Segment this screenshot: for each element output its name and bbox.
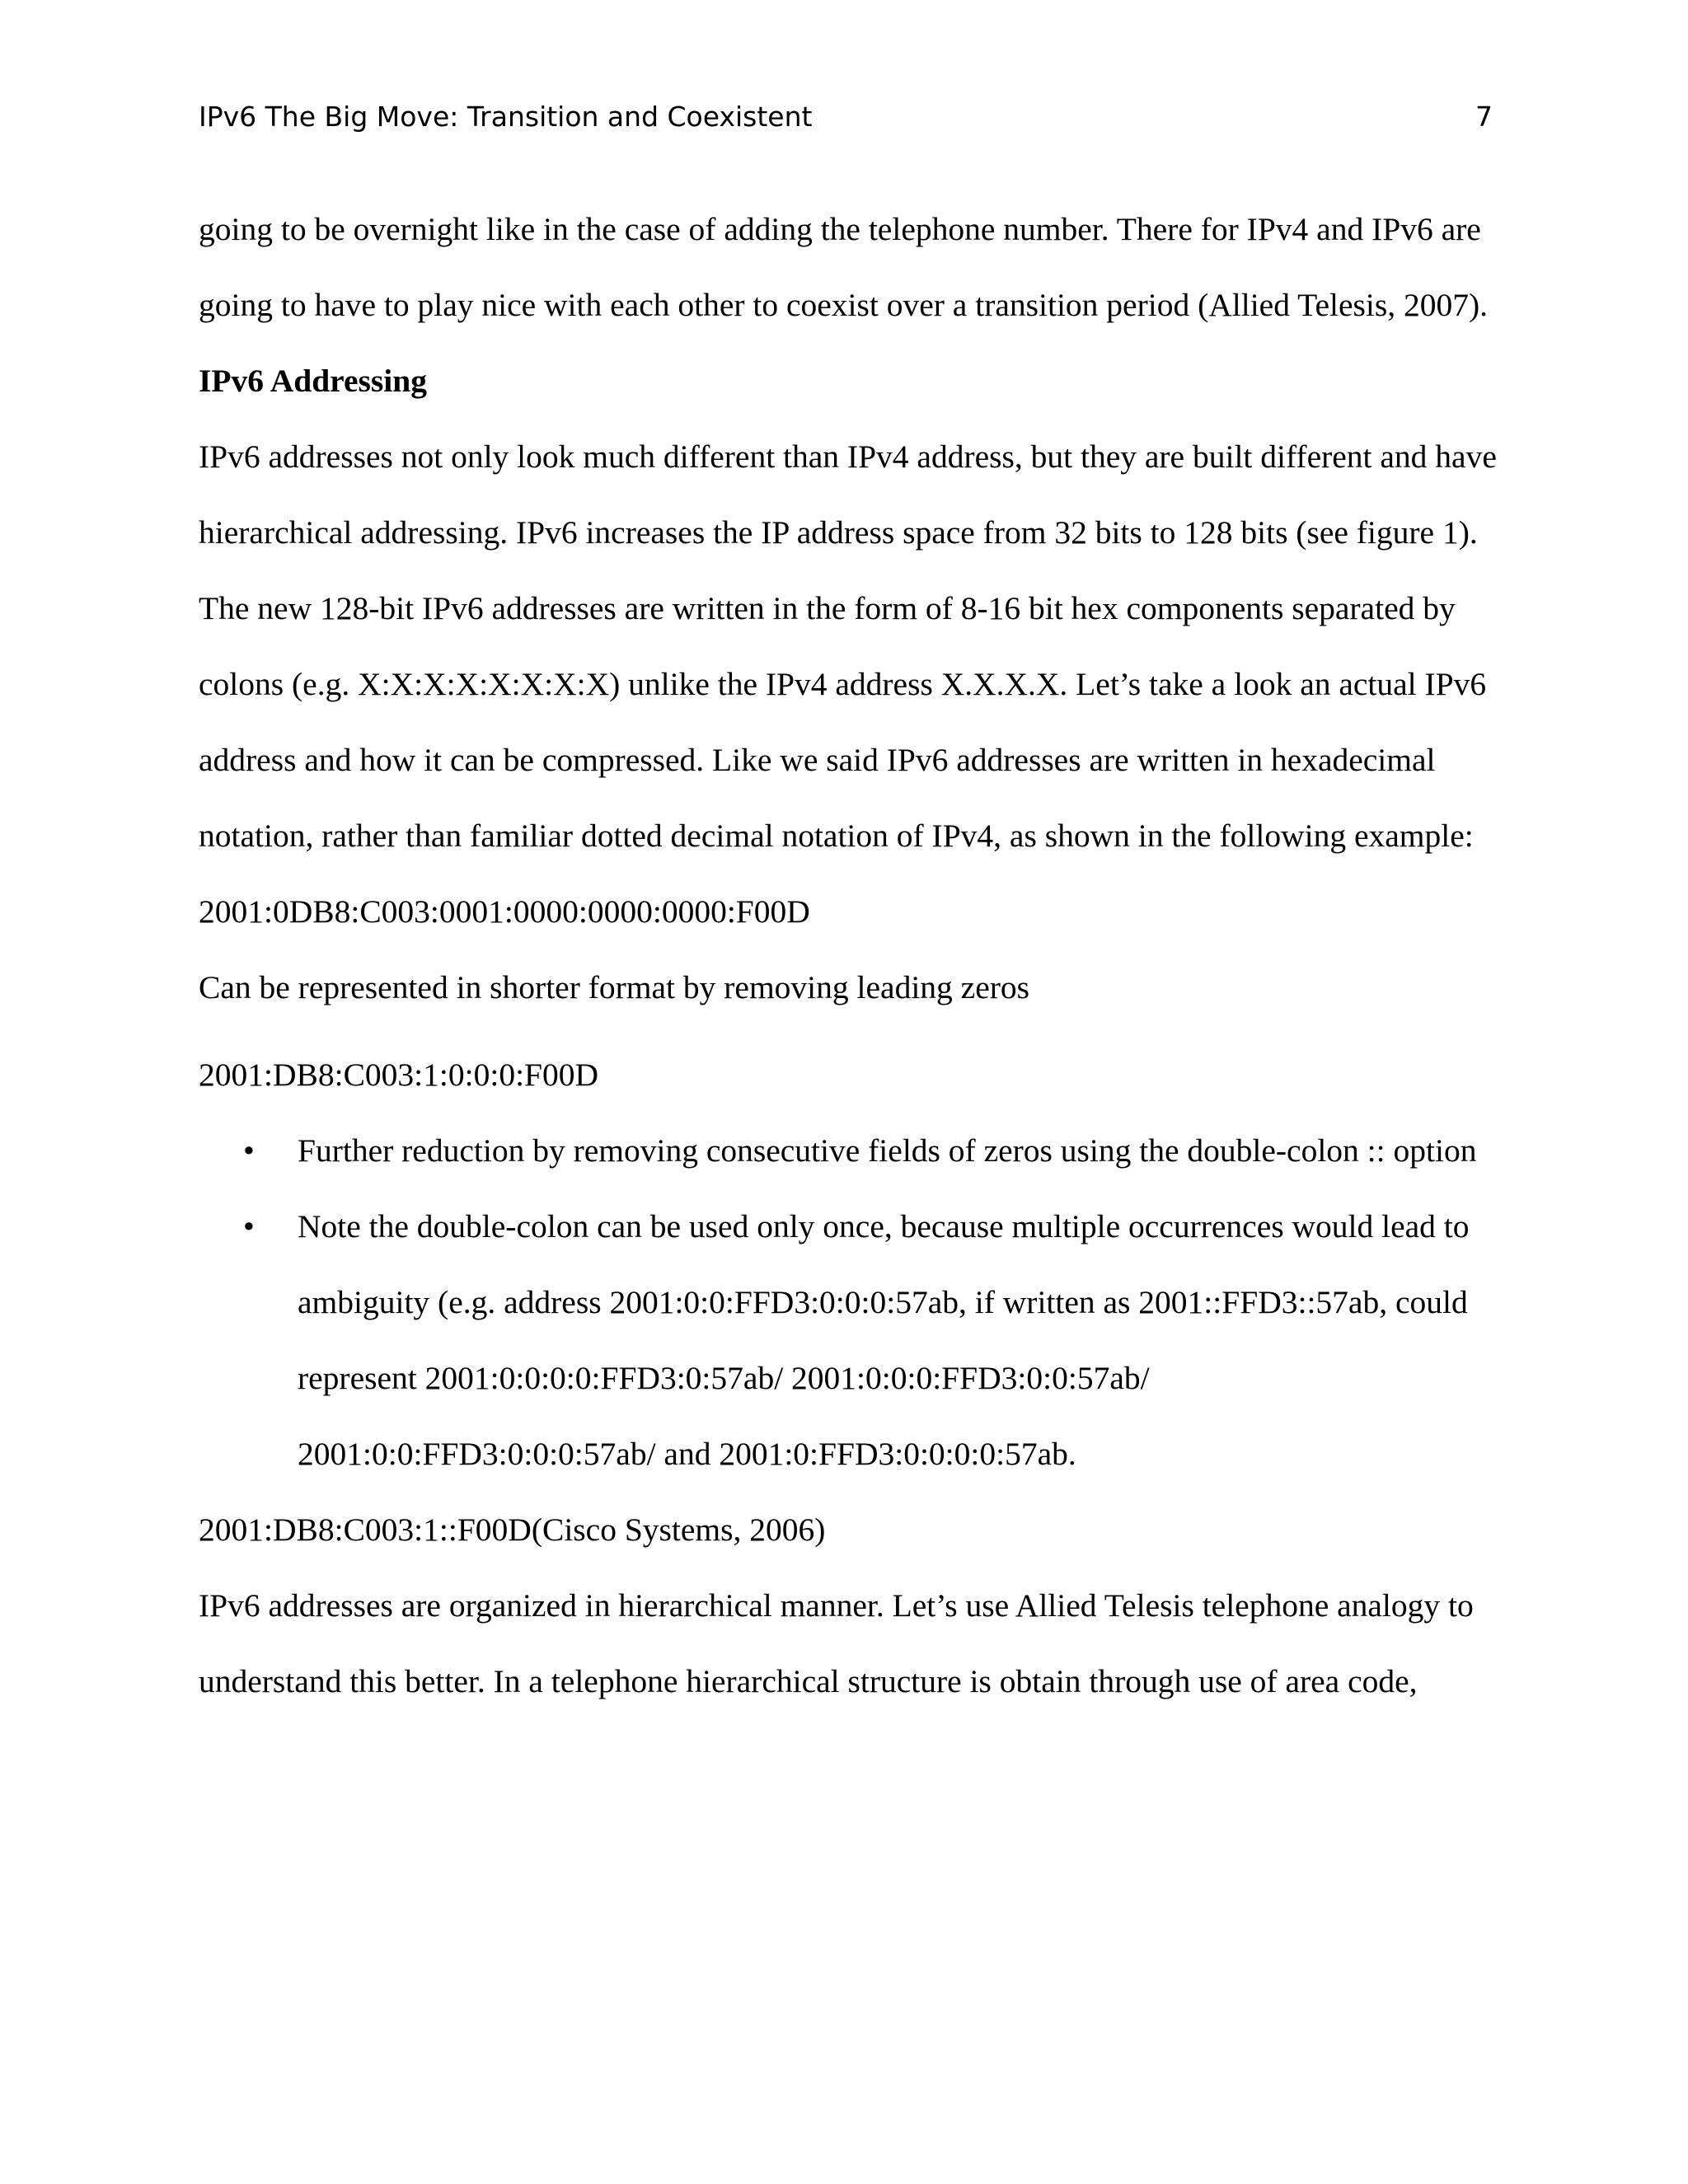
bullet-item-double-colon [199, 1113, 1501, 1188]
bullet-item-ambiguity [199, 1188, 1501, 1492]
paragraph-intro: going to be overnight like in the case of adding the telephone number. There for IPv4 and IPv6 are going to have to play nice with each other to coexist over a transition period (Allied Telesis, 2007). [199, 211, 1489, 323]
running-head-title: IPv6 The Big Move: Transition and Coexistent [199, 101, 813, 133]
section-heading: IPv6 Addressing [199, 363, 427, 399]
bullet-icon: • [243, 1208, 255, 1244]
example-short-address: 2001:DB8:C003:1:0:0:0:F00D [199, 1057, 599, 1093]
body-text [199, 191, 1501, 1719]
paragraph-hierarchy: IPv6 addresses are organized in hierarchical manner. Let’s use Allied Telesis telephone analogy to understand this better. In a telephone hierarchical structure is obtain through use of area code, [199, 1587, 1474, 1699]
example-compressed-address: 2001:DB8:C003:1::F00D(Cisco Systems, 2006) [199, 1511, 826, 1548]
bullet-text: Note the double-colon can be used only once, because multiple occurrences would lead to ambiguity (e.g. address 2001:0:0:FFD3:0:0:0:57ab, if written as 2001::FFD3::57ab, could represent 2001:0:0:0:0:FFD3:0:57ab/ 2001:0:0:0:FFD3:0:0:57ab/ 2001:0:0:FFD3:0:0:0:57ab/ and 2001:0:FFD3:0:0:0:0:57ab. [298, 1208, 1470, 1472]
paragraph-addressing: IPv6 addresses not only look much different than IPv4 address, but they are built different and have hierarchical addressing. IPv6 increases the IP address space from 32 bits to 128 bits (see figure 1). The new 128-bit IPv6 addresses are written in the form of 8-16 bit hex components separated by colons (e.g. X:X:X:X:X:X:X:X) unlike the IPv4 address X.X.X.X. Let’s take a look an actual IPv6 address and how it can be compressed. Like we said IPv6 addresses are written in hexadecimal notation, rather than familiar dotted decimal notation of IPv4, as shown in the following example: [199, 438, 1497, 854]
paragraph-shorter-format: Can be represented in shorter format by removing leading zeros [199, 969, 1030, 1005]
running-head [199, 97, 1493, 137]
page-number: 7 [1475, 101, 1493, 133]
bullet-icon: • [243, 1132, 255, 1169]
bullet-text: Further reduction by removing consecutive fields of zeros using the double-colon :: option [298, 1132, 1477, 1169]
example-full-address: 2001:0DB8:C003:0001:0000:0000:0000:F00D [199, 893, 810, 930]
bullet-list [199, 1113, 1501, 1492]
